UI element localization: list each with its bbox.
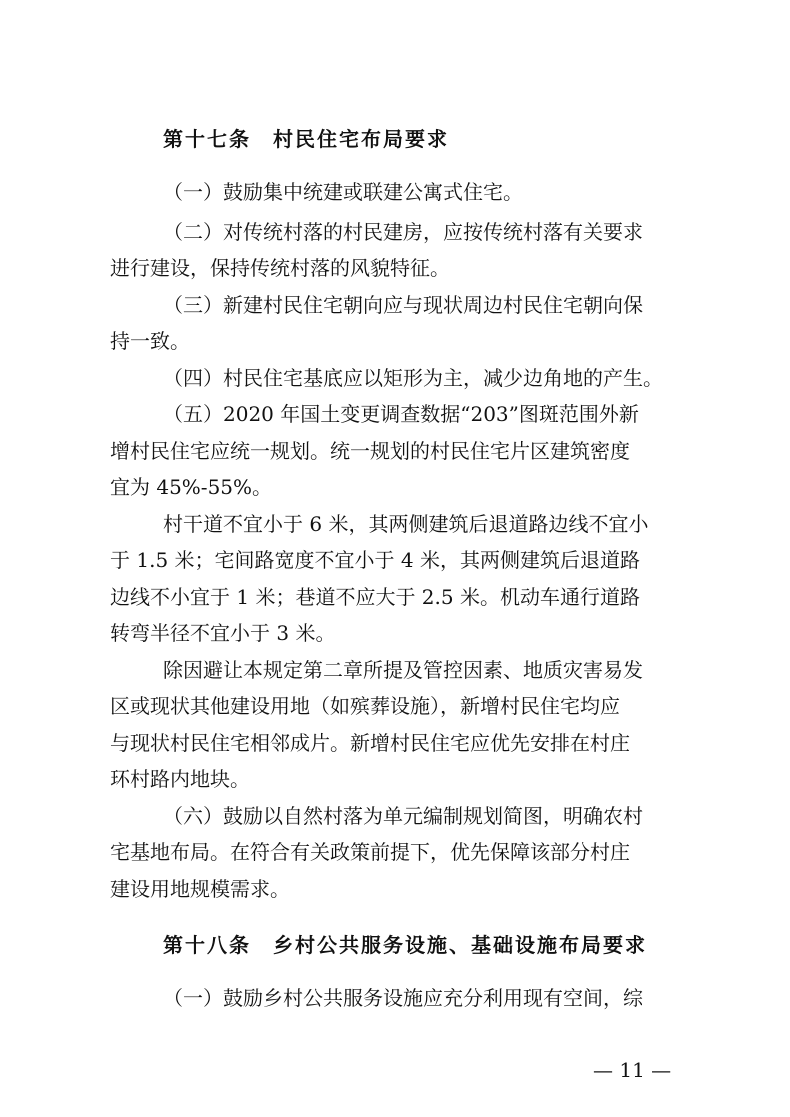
paragraph-line: 转弯半径不宜小于 3 米。: [110, 621, 336, 645]
paragraph-line: 持一致。: [110, 329, 190, 353]
article-18-heading: 第十八条 乡村公共服务设施、基础设施布局要求: [163, 933, 647, 957]
paragraph-line: （一）鼓励集中统建或联建公寓式住宅。: [163, 180, 523, 204]
paragraph-line: 于 1.5 米；宅间路宽度不宜小于 4 米，其两侧建筑后退道路: [110, 548, 640, 572]
paragraph-line: 区或现状其他建设用地（如殡葬设施），新增村民住宅均应: [110, 694, 620, 718]
paragraph-line: （六）鼓励以自然村落为单元编制规划简图，明确农村: [163, 804, 643, 828]
paragraph-line: 村干道不宜小于 6 米，其两侧建筑后退道路边线不宜小: [163, 512, 649, 536]
paragraph-line: 宜为 45%-55%。: [110, 475, 273, 499]
paragraph-line: 除因避让本规定第二章所提及管控因素、地质灾害易发: [163, 658, 643, 682]
article-17-heading: 第十七条 村民住宅布局要求: [163, 127, 449, 151]
paragraph-line: （三）新建村民住宅朝向应与现状周边村民住宅朝向保: [163, 293, 643, 317]
paragraph-line: 与现状村民住宅相邻成片。新增村民住宅应优先安排在村庄: [110, 731, 630, 755]
paragraph-line: （一）鼓励乡村公共服务设施应充分利用现有空间，综: [163, 986, 643, 1010]
paragraph-line: 增村民住宅应统一规划。统一规划的村民住宅片区建筑密度: [110, 439, 630, 463]
paragraph-line: 宅基地布局。在符合有关政策前提下，优先保障该部分村庄: [110, 840, 630, 864]
paragraph-line: （五）2020 年国土变更调查数据“203”图斑范围外新: [163, 402, 639, 426]
page-number: — 11 —: [593, 1058, 672, 1082]
paragraph-line: 边线不小宜于 1 米；巷道不应大于 2.5 米。机动车通行道路: [110, 585, 640, 609]
paragraph-line: （二）对传统村落的村民建房，应按传统村落有关要求: [163, 220, 643, 244]
paragraph-line: 环村路内地块。: [110, 767, 250, 791]
paragraph-line: 进行建设，保持传统村落的风貌特征。: [110, 256, 450, 280]
paragraph-line: （四）村民住宅基底应以矩形为主，减少边角地的产生。: [163, 366, 663, 390]
paragraph-line: 建设用地规模需求。: [110, 877, 290, 901]
